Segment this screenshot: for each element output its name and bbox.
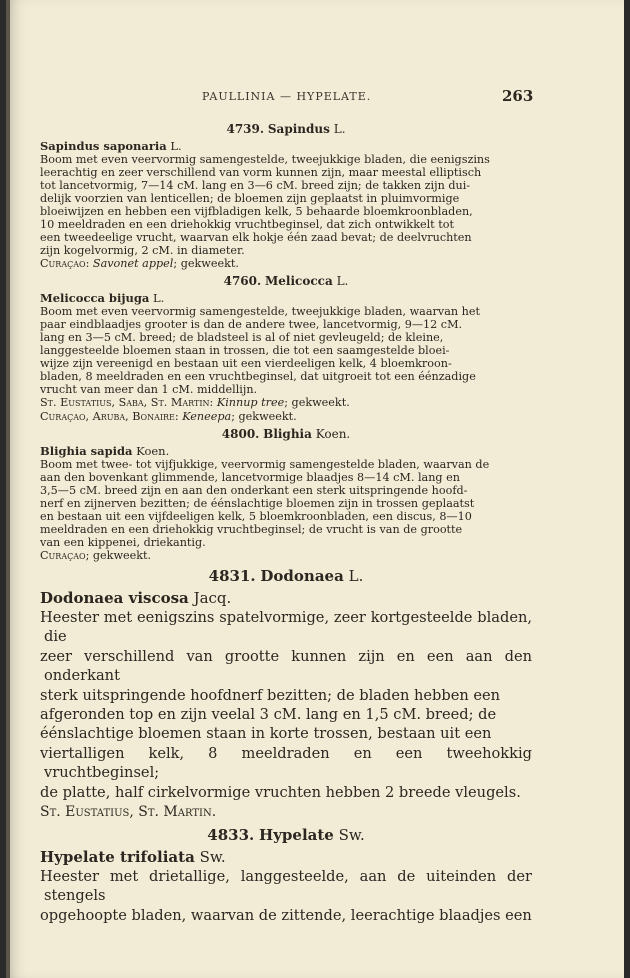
distribution-note: ; gekweekt.	[173, 257, 239, 270]
distribution-line	[40, 802, 532, 822]
genus-author: L.	[348, 567, 364, 585]
genus-name: Melicocca	[265, 274, 333, 288]
description-line: de platte, half cirkelvormige vruchten hebben 2 breede vleugels.	[40, 783, 521, 801]
description-line: opgehoopte bladen, waarvan de zittende, leerachtige blaadjes een	[40, 906, 532, 924]
description-line: wijze zijn vereenigd en bestaan uit een vierdeeligen kelk, 4 bloemkroon-	[40, 357, 452, 370]
description-line: zeer verschillend van grootte kunnen zijn en een aan den onderkant	[40, 647, 532, 685]
distribution-line	[40, 410, 532, 424]
genus-name: Blighia	[263, 427, 312, 441]
description-line: zijn kogelvormig, 2 cM. in diameter.	[40, 244, 245, 257]
distribution-line	[40, 257, 532, 271]
genus-entry-hypelate	[40, 825, 532, 925]
distribution-locality: Curaçao, Aruba, Bonaire	[40, 410, 175, 423]
page-number: 263	[502, 87, 534, 105]
species-author: L.	[153, 291, 165, 305]
genus-number: 4831.	[208, 567, 256, 585]
description-line: bladen, 8 meeldraden en een vruchtbeginsel, dat uitgroeit tot een éénzadige	[40, 370, 476, 383]
genus-number: 4800.	[221, 427, 260, 441]
species-author: L.	[170, 139, 182, 153]
description-line: Heester met drietallige, langgesteelde, aan de uiteinden der stengels	[40, 868, 532, 905]
description-line: sterk uitspringende hoofdnerf bezitten; de bladen hebben een	[40, 686, 501, 704]
genus-number: 4760.	[223, 274, 262, 288]
genus-number: 4739.	[226, 122, 265, 136]
distribution-locality: Curaçao	[40, 257, 86, 270]
distribution-locality: Curaçao	[40, 549, 86, 562]
genus-entry-sapindus	[40, 122, 532, 271]
genus-author: L.	[333, 122, 346, 136]
genus-entry-dodonaea	[40, 566, 532, 822]
genus-author: L.	[336, 274, 349, 288]
description-line: éénslachtige bloemen staan in korte trossen, bestaan uit een	[40, 725, 492, 743]
description-line: van een kippenei, driekantig.	[40, 536, 206, 549]
genus-heading	[40, 274, 532, 289]
vernacular-name: Savonet appel	[92, 257, 174, 270]
description-line: en bestaan uit een vijfdeeligen kelk, 5 bloemkroonbladen, een discus, 8—10	[40, 510, 472, 523]
description-line: Boom met even veervormig samengestelde, tweejukkige bladen, waarvan het	[40, 305, 480, 318]
description-line: paar eindblaadjes grooter is dan de andere twee, lancetvormig, 9—12 cM.	[40, 318, 463, 331]
separator: :	[209, 396, 214, 409]
distribution-note: ; gekweekt.	[284, 396, 350, 409]
distribution-line	[40, 549, 532, 563]
description-line: Boom met even veervormig samengestelde, tweejukkige bladen, die eenigszins	[40, 153, 490, 166]
genus-name: Hypelate	[259, 826, 334, 845]
distribution-note: .	[211, 804, 217, 821]
distribution-note: ; gekweekt.	[231, 410, 297, 423]
running-title: PAULLINIA — HYPELATE.	[202, 90, 372, 103]
separator: :	[85, 257, 90, 270]
species-description	[40, 305, 532, 396]
genus-author: Sw.	[338, 826, 365, 845]
description-line: lang en 3—5 cM. breed; de bladsteel is al of niet gevleugeld; de kleine,	[40, 331, 444, 344]
species-name: Blighia sapida	[40, 444, 133, 458]
distribution-locality: St. Eustatius, Saba, St. Martin	[40, 396, 210, 409]
species-name: Sapindus saponaria	[40, 139, 167, 153]
description-line: leerachtig en zeer verschillend van vorm kunnen zijn, maar meestal elliptisch	[40, 166, 482, 179]
description-line: Heester met eenigszins spatelvormige, zeer kortgesteelde bladen, die	[40, 609, 532, 646]
genus-entry-blighia	[40, 427, 532, 563]
species-name: Hypelate trifoliata	[40, 848, 195, 867]
species-name: Dodonaea viscosa	[40, 589, 189, 607]
species-heading	[40, 444, 532, 458]
species-author: Jacq.	[193, 589, 232, 607]
species-author: Sw.	[199, 848, 226, 867]
species-description	[40, 153, 532, 257]
description-line: afgeronden top en zijn veelal 3 cM. lang en 1,5 cM. breed; de	[40, 706, 497, 724]
species-heading	[40, 589, 532, 608]
large-type-block	[40, 566, 532, 925]
vernacular-name: Kinnup tree	[216, 396, 285, 409]
description-line: een tweedeelige vrucht, waarvan elk hokje één zaad bevat; de deelvruchten	[40, 231, 472, 244]
description-line: meeldraden en een driehokkig vruchtbeginsel; de vrucht is van de grootte	[40, 523, 463, 536]
genus-number: 4833.	[207, 826, 255, 845]
genus-name: Dodonaea	[260, 567, 344, 585]
description-line: langgesteelde bloemen staan in trossen, die tot een saamgestelde bloei-	[40, 344, 450, 357]
description-line: bloeiwijzen en hebben een vijfbladigen kelk, 5 behaarde bloemkroonbladen,	[40, 205, 473, 218]
species-heading	[40, 139, 532, 153]
description-line: vrucht van meer dan 1 cM. middellijn.	[40, 383, 258, 396]
distribution-locality: St. Eustatius, St. Martin	[40, 804, 212, 821]
description-line: delijk voorzien van lenticellen; de bloemen zijn geplaatst in pluimvormige	[40, 192, 460, 205]
book-page	[6, 0, 624, 978]
description-line: 10 meeldraden en een driehokkig vruchtbeginsel, dat zich ontwikkelt tot	[40, 218, 454, 231]
species-description	[40, 867, 532, 925]
genus-heading	[40, 122, 532, 137]
description-line: nerf en zijnerven bezitten; de éénslachtige bloemen zijn in trossen geplaatst	[40, 497, 475, 510]
description-line: 3,5—5 cM. breed zijn en aan den onderkant een sterk uitspringende hoofd-	[40, 484, 468, 497]
species-description	[40, 458, 532, 549]
gutter-shadow	[6, 0, 10, 978]
genus-heading	[40, 427, 532, 442]
species-description	[40, 608, 532, 802]
genus-name: Sapindus	[267, 122, 330, 136]
page-content	[40, 122, 532, 925]
description-line: tot lancetvormig, 7—14 cM. lang en 3—6 cM. breed zijn; de takken zijn dui-	[40, 179, 471, 192]
description-line: aan den bovenkant glimmende, lancetvormige blaadjes 8—14 cM. lang en	[40, 471, 460, 484]
distribution-line	[40, 396, 532, 410]
page-header	[6, 88, 624, 108]
distribution-note: ; gekweekt.	[85, 549, 152, 562]
genus-heading	[40, 566, 532, 586]
separator: :	[174, 410, 179, 423]
vernacular-name: Keneepa	[182, 410, 232, 423]
species-heading	[40, 848, 532, 867]
species-heading	[40, 291, 532, 305]
description-line: Boom met twee- tot vijfjukkige, veervormig samengestelde bladen, waarvan de	[40, 458, 490, 471]
genus-author: Koen.	[315, 427, 351, 441]
genus-entry-melicocca	[40, 274, 532, 424]
genus-heading	[40, 825, 532, 845]
species-name: Melicocca bijuga	[40, 291, 150, 305]
description-line: viertalligen kelk, 8 meeldraden en een tweehokkig vruchtbeginsel;	[40, 744, 532, 782]
species-author: Koen.	[136, 444, 170, 458]
